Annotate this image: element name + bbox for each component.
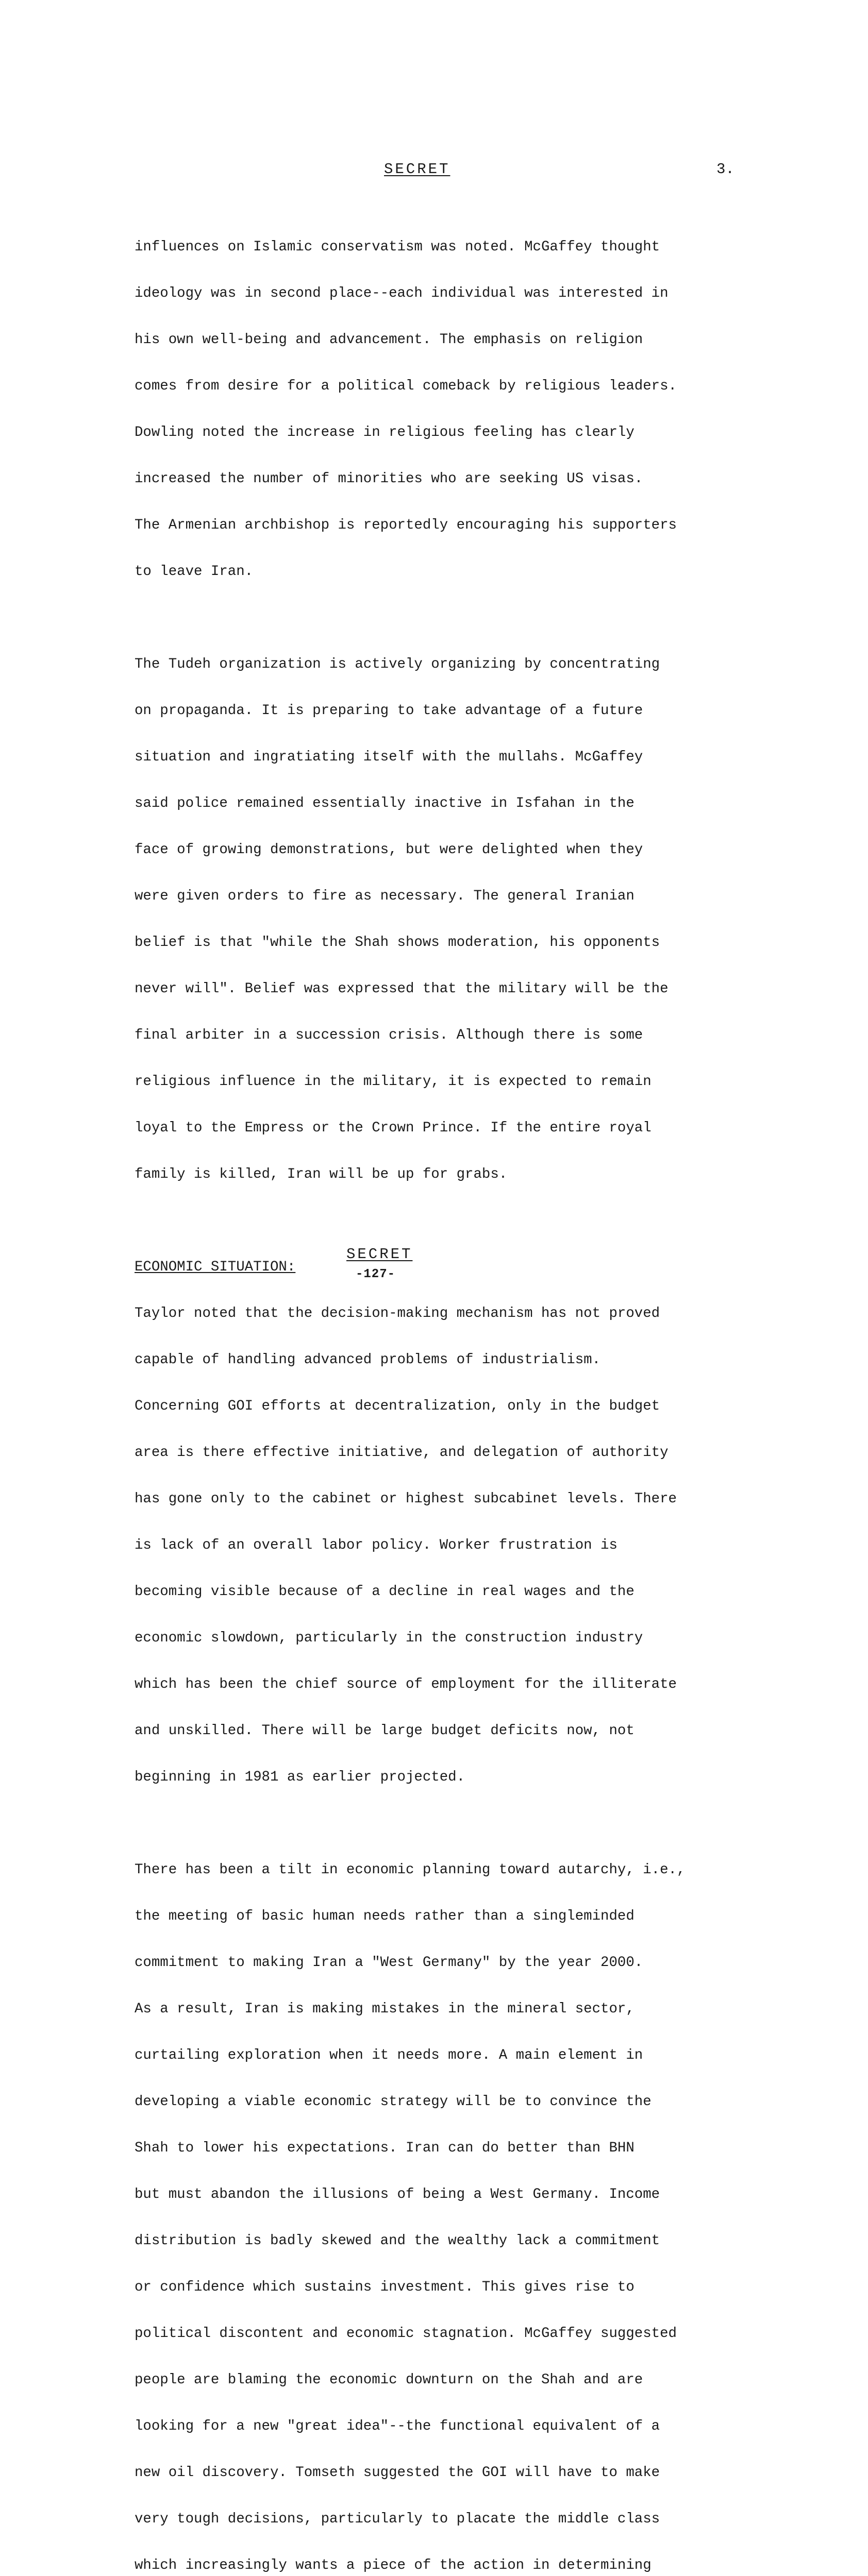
text-line: is lack of an overall labor policy. Worker frustration is <box>135 1537 617 1553</box>
text-line: developing a viable economic strategy will be to convince the <box>135 2094 652 2110</box>
text-line: new oil discovery. Tomseth suggested the GOI will have to make <box>135 2465 660 2481</box>
text-line: belief is that "while the Shah shows moderation, his opponents <box>135 935 660 951</box>
text-line: to leave Iran. <box>135 564 254 580</box>
document-page-number: -127- <box>356 1267 396 1281</box>
text-line: Dowling noted the increase in religious feeling has clearly <box>135 425 635 440</box>
text-line: comes from desire for a political comeback by religious leaders. <box>135 378 677 394</box>
classification-marking-top: SECRET <box>384 161 450 178</box>
text-line: beginning in 1981 as earlier projected. <box>135 1769 465 1785</box>
text-line: very tough decisions, particularly to placate the middle class <box>135 2511 660 2527</box>
text-line: which increasingly wants a piece of the action in determining <box>135 2557 652 2573</box>
text-line: The Tudeh organization is actively organizing by concentrating <box>135 656 660 672</box>
paragraph-economic-situation <box>135 1229 738 1816</box>
text-line: said police remained essentially inactive in Isfahan in the <box>135 795 635 811</box>
text-line: loyal to the Empress or the Crown Prince. If the entire royal <box>135 1120 652 1136</box>
text-line: Shah to lower his expectations. Iran can do better than BHN <box>135 2140 635 2156</box>
text-line: commitment to making Iran a "West Germany" by the year 2000. <box>135 1955 643 1971</box>
text-line: and unskilled. There will be large budget deficits now, not <box>135 1723 635 1739</box>
text-line: Concerning GOI efforts at decentralization, only in the budget <box>135 1398 660 1414</box>
paragraph-tudeh-organization <box>135 626 738 1213</box>
classification-marking-bottom: SECRET <box>346 1246 413 1263</box>
text-line: There has been a tilt in economic planning toward autarchy, i.e., <box>135 1862 686 1878</box>
text-line: religious influence in the military, it is expected to remain <box>135 1074 652 1090</box>
text-line: or confidence which sustains investment. This gives rise to <box>135 2279 635 2295</box>
text-line: on propaganda. It is preparing to take advantage of a future <box>135 703 643 719</box>
text-line: Taylor noted that the decision-making mechanism has not proved <box>135 1306 660 1321</box>
text-line: has gone only to the cabinet or highest subcabinet levels. There <box>135 1491 677 1507</box>
text-line: As a result, Iran is making mistakes in the mineral sector, <box>135 2001 635 2017</box>
text-line: were given orders to fire as necessary. The general Iranian <box>135 888 635 904</box>
page-number: 3. <box>716 161 735 178</box>
page-header <box>0 161 868 181</box>
text-line: economic slowdown, particularly in the construction industry <box>135 1630 643 1646</box>
text-line: distribution is badly skewed and the wealthy lack a commitment <box>135 2233 660 2249</box>
text-line: situation and ingratiating itself with the mullahs. McGaffey <box>135 749 643 765</box>
text-line: The Armenian archbishop is reportedly encouraging his supporters <box>135 517 677 533</box>
paragraph-islamic-influences <box>135 209 738 611</box>
text-line: capable of handling advanced problems of industrialism. <box>135 1352 601 1368</box>
text-line: but must abandon the illusions of being a West Germany. Income <box>135 2187 660 2202</box>
text-line: family is killed, Iran will be up for grabs. <box>135 1166 508 1182</box>
text-line: never will". Belief was expressed that the military will be the <box>135 981 669 997</box>
text-line: people are blaming the economic downturn on the Shah and are <box>135 2372 643 2388</box>
text-line: which has been the chief source of employment for the illiterate <box>135 1676 677 1692</box>
text-line: final arbiter in a succession crisis. Although there is some <box>135 1027 643 1043</box>
text-line: his own well-being and advancement. The emphasis on religion <box>135 332 643 348</box>
text-line: influences on Islamic conservatism was noted. McGaffey thought <box>135 239 660 255</box>
paragraph-economic-planning <box>135 1832 738 2576</box>
section-heading: ECONOMIC SITUATION: <box>135 1259 296 1275</box>
text-line: becoming visible because of a decline in real wages and the <box>135 1584 635 1600</box>
text-line: face of growing demonstrations, but were delighted when they <box>135 842 643 858</box>
text-line: ideology was in second place--each individual was interested in <box>135 285 669 301</box>
text-line: the meeting of basic human needs rather than a singleminded <box>135 1908 635 1924</box>
text-line: increased the number of minorities who are seeking US visas. <box>135 471 643 487</box>
text-line: looking for a new "great idea"--the functional equivalent of a <box>135 2418 660 2434</box>
text-line: curtailing exploration when it needs more. A main element in <box>135 2047 643 2063</box>
text-line: area is there effective initiative, and delegation of authority <box>135 1445 669 1461</box>
document-body <box>135 209 738 2576</box>
text-line: political discontent and economic stagnation. McGaffey suggested <box>135 2326 677 2342</box>
